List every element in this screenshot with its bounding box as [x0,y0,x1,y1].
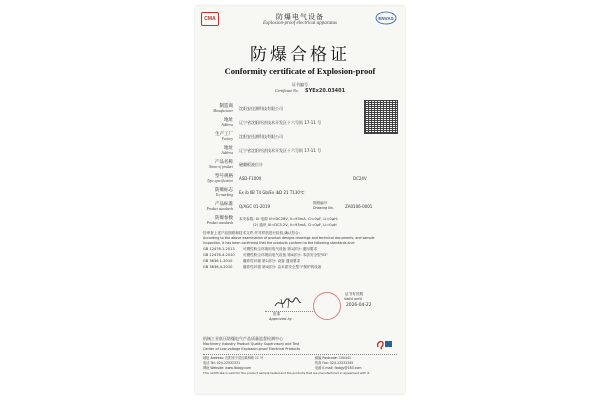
valid-label-cn: 证书有效期 [345,292,363,296]
certificate-sheet [195,6,405,394]
standard-code-3: GB 3836.1-2010 [203,259,233,263]
address-label-en: Address [221,123,233,127]
statement-line-1: 经审查上述产品图纸和技术文件,并对样机进行检验,确认符合: [203,231,300,235]
drawing-no-label-en: Drawing No. [313,206,334,210]
cma-logo: CMA [201,12,219,26]
manufacturer-label-cn: 制造商 [219,104,233,109]
approved-label-en: Approved by [269,317,292,321]
standards-label-en: Product standards [206,207,233,211]
params-label-cn: 防爆参数 [215,216,233,221]
type-value: ASD-F100X [239,176,262,181]
certificate-number-label-en: Certificate No. [275,88,299,93]
official-seal [313,292,341,320]
address-label-cn: 地址 [224,118,233,123]
qr-code [364,100,398,134]
standards-label-cn: 产品标准 [215,202,233,207]
footer-tel: 电话 Tel: 024-22532331 [203,361,241,365]
footer-fax: 传真 Fax: 024-22532345 [315,361,354,365]
type-label-cn: 型号规格 [215,174,233,179]
product-name-label-cn: 产品名称 [215,160,233,165]
factory-value: 沈阳安佳测科技有限公司 [239,134,283,139]
footer-website: 网址 Website: www.fbdqjy.com [203,366,252,370]
sedu-logo [375,338,393,350]
factory-address-value: 辽宁省沈阳经济技术开发区十六号街 17-11 号 [239,148,322,153]
footer-address: 地址 Address: 沈阳市于洪区黄海路 11 号 [203,356,264,360]
standard-code-1: GB 12476.1-2013 [203,247,235,251]
approved-label-cn: 批准 [273,312,281,316]
drawing-no-value: ZA0106-0001 [345,204,373,209]
factory-label-en: Factory [221,137,233,141]
footer-org-en-1: Machinery Industry Product Quality Supervisory and Test [203,342,300,346]
standard-code-4: GB 3836.4-2010 [203,265,233,269]
footer-org-cn: 机械工业低压防爆电气产品质量监督检测中心 [203,336,283,341]
signature-image [273,296,303,310]
footer-org-en-2: Center of Low-voltage Explosion-proof Electrical Products [203,347,301,351]
product-name-value: 磁翻板液位计 [239,162,263,167]
standard-text-1: 可燃性粉尘环境用电气设备 第1部分: 通用要求 [243,247,318,251]
factory-label-cn: 生产工厂 [215,132,233,137]
drawing-no-label-cn: 图纸编号 [313,201,328,205]
header-title-cn: 防爆电气设备 [276,13,324,21]
standard-text-4: 爆炸性环境 第4部分: 由本质安全型"i"保护的设备 [243,265,322,269]
product-name-label-en: Name of product [208,165,233,169]
standard-text-2: 可燃性粉尘环境用电气设备 第4部分: 本质安全型"iD" [243,253,328,257]
footer-divider [203,354,397,355]
footer-email: 电邮 E-mail: fbdqjy@163.com [315,366,362,370]
manufacturer-value: 沈阳安佳测科技有限公司 [239,106,283,111]
ex-marking-label-en: Ex-marking [216,193,233,197]
params-line-2: (2) 通讯 Ui=DC5.2V, Ii=93mA, Ci=0μF, Li=0μH [253,223,337,227]
valid-date: 2026-04-22 [346,303,372,308]
certificate-number: SYEx20.03401 [305,88,346,94]
footer-postcode: 邮编 Postcode: 100441 [315,356,351,360]
certificate-number-label-cn: 证书编号 [292,82,308,87]
factory-address-label-cn: 地址 [224,146,233,151]
cnas-logo-text: ENVAS [378,16,394,21]
manufacturer-label-en: Manufacturer [213,109,233,113]
valid-label-en: Valid until [344,297,362,301]
header-title-en: Explosion-proof electrical apparatus [263,21,337,26]
statement-line-3: inspection, it has been confirmed that the products conform to the following standards and: [203,241,355,245]
standards-value: Q/AGC 01-2019 [239,204,271,209]
address-value: 辽宁省沈阳经济技术开发区十六号街 17-11 号 [239,120,322,125]
type-label-en: Type specification [207,179,233,183]
certificate-title-en: Conformity certificate of Explosion-proof [224,66,376,76]
params-label-en: Product standards [206,221,233,225]
factory-address-label-en: Address [221,151,233,155]
params-line-1: 本安参数: Ui 电源 Ui=DC28V, Ii=93mA, Ci=0μF, Li=0μH; [239,217,338,221]
ex-marking-label-cn: 防爆标志 [215,188,233,193]
ex-marking-value: Ex ib ⅡB T4 Gb/Ex ibD 21 T130℃ [239,190,305,195]
type-voltage-value: DC24V [353,176,367,181]
standard-text-3: 爆炸性环境 第1部分: 设备 通用要求 [243,259,301,263]
footer-note: This certificate is valid for the product sample tested and the products that are manufactured in agreement with it. [203,371,370,375]
standard-code-2: GB 12476.4-2010 [203,253,235,257]
statement-line-2: According to the above examination of product designs drawings and technical documents, and sample [203,236,375,240]
certificate-title-cn: 防爆合格证 [250,45,350,65]
